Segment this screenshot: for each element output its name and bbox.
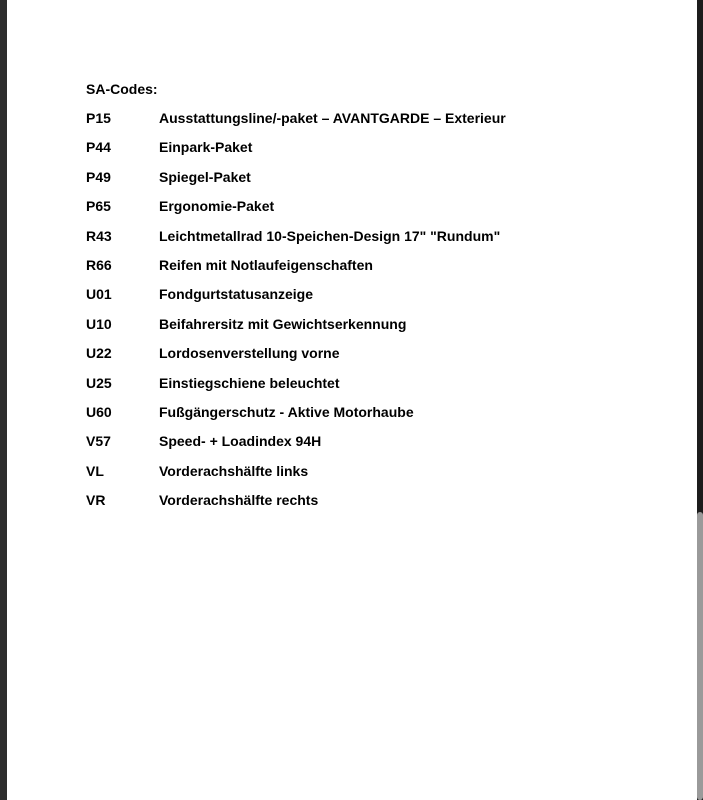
sa-codes-section [86, 80, 506, 520]
code-row [86, 109, 506, 138]
document-page [7, 0, 697, 800]
code-description: Vorderachshälfte links [159, 462, 309, 479]
code-label: P49 [86, 168, 111, 185]
vertical-scrollbar[interactable] [697, 0, 703, 800]
code-row [86, 344, 506, 373]
code-label: U10 [86, 315, 112, 332]
code-row [86, 138, 506, 167]
code-label: U25 [86, 374, 112, 391]
scrollbar-thumb[interactable] [697, 512, 703, 800]
code-label: V57 [86, 433, 111, 450]
code-row [86, 403, 506, 432]
code-row [86, 462, 506, 491]
code-description: Ausstattungsline/-paket – AVANTGARDE – Exterieur [159, 110, 506, 126]
code-row [86, 285, 506, 314]
code-description: Reifen mit Notlaufeigenschaften [159, 256, 373, 273]
code-row [86, 256, 506, 285]
code-row [86, 374, 506, 403]
code-description: Spiegel-Paket [159, 168, 251, 185]
code-row [86, 432, 506, 461]
code-label: VR [86, 492, 106, 509]
code-label: P15 [86, 110, 111, 126]
code-description: Vorderachshälfte rechts [159, 492, 319, 509]
code-row [86, 197, 506, 226]
section-heading: SA-Codes: [86, 81, 158, 97]
code-row [86, 227, 506, 256]
code-label: R43 [86, 227, 112, 244]
code-description: Einpark-Paket [159, 139, 253, 156]
code-label: P44 [86, 139, 111, 156]
code-description: Einstiegschiene beleuchtet [159, 374, 340, 391]
code-label: R66 [86, 256, 112, 273]
code-label: U60 [86, 403, 112, 420]
code-description: Ergonomie-Paket [159, 198, 275, 215]
code-description: Lordosenverstellung vorne [159, 345, 340, 362]
code-row [86, 491, 506, 520]
code-row [86, 168, 506, 197]
code-label: P65 [86, 198, 111, 215]
code-description: Leichtmetallrad 10-Speichen-Design 17" "Rundum" [159, 227, 501, 244]
code-description: Beifahrersitz mit Gewichtserkennung [159, 315, 407, 332]
code-description: Fondgurtstatusanzeige [159, 286, 314, 303]
code-label: U01 [86, 286, 112, 303]
code-description: Fußgängerschutz - Aktive Motorhaube [159, 403, 414, 420]
code-label: U22 [86, 345, 112, 362]
code-description: Speed- + Loadindex 94H [159, 433, 322, 450]
code-row [86, 315, 506, 344]
code-label: VL [86, 462, 104, 479]
